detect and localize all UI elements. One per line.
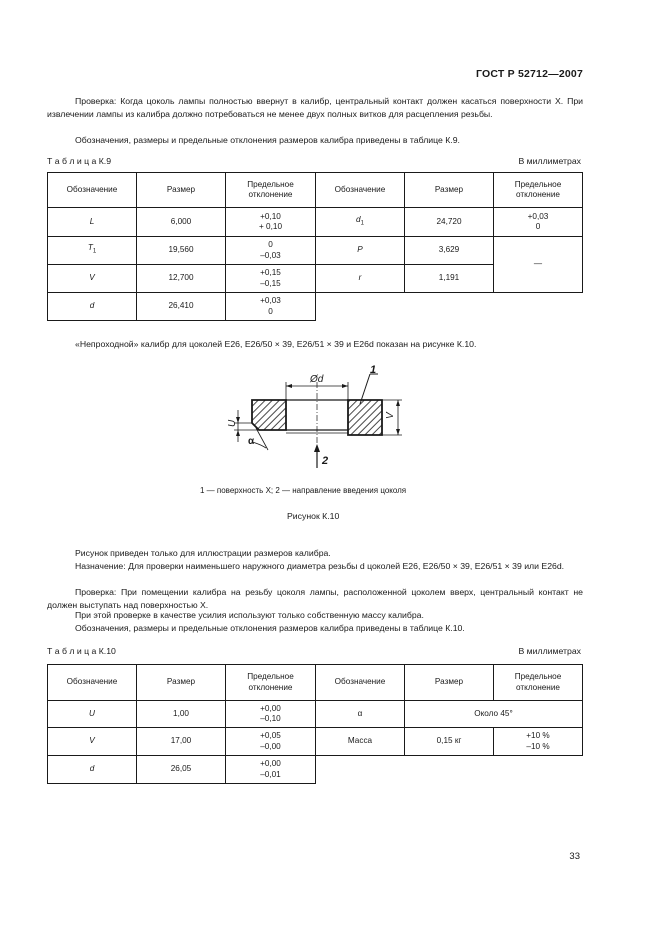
symbol-cell: r <box>316 265 405 293</box>
header-cell: Размер <box>137 173 226 208</box>
paragraph-check: Проверка: Когда цоколь лампы полностью ввернут в калибр, центральный контакт должен касаться поверхности X. При извлечении лампы из калибра должно потребоваться не менее двух полных витков для расцепления резьбы. <box>47 96 583 120</box>
header-cell: Предельное отклонение <box>226 665 316 701</box>
symbol-cell: V <box>48 265 137 293</box>
symbol-cell: L <box>48 208 137 237</box>
table-row <box>48 293 583 321</box>
label-U: U <box>227 419 238 427</box>
paragraph-table-ref2: Обозначения, размеры и предельные отклонения размеров калибра приведены в таблице К.10. <box>75 623 465 633</box>
header-cell: Размер <box>137 665 226 701</box>
size-cell: 0,15 кг <box>405 728 494 756</box>
deviation-cell: +0,05 –0,00 <box>226 728 316 756</box>
deviation-cell: +0,03 0 <box>494 208 583 237</box>
symbol-cell: P <box>316 237 405 265</box>
deviation-cell: +0,10 + 0,10 <box>226 208 316 237</box>
header-cell: Предельное отклонение <box>494 665 583 701</box>
table10-units: В миллиметрах <box>518 646 581 656</box>
size-cell: 24,720 <box>405 208 494 237</box>
size-cell: 1,00 <box>137 701 226 728</box>
header-cell: Предельное отклонение <box>494 173 583 208</box>
symbol-cell: Масса <box>316 728 405 756</box>
table-row <box>48 208 583 237</box>
table-row <box>48 237 583 265</box>
table-row <box>48 728 583 756</box>
deviation-cell: +0,15 –0,15 <box>226 265 316 293</box>
paragraph-force: При этой проверке в качестве усилия используют только собственную массу калибра. <box>75 610 424 620</box>
table-header-row <box>48 665 583 701</box>
document-header: ГОСТ Р 52712—2007 <box>475 68 583 80</box>
label-2: 2 <box>322 455 329 467</box>
merged-size-cell: Около 45° <box>405 701 583 728</box>
header-cell: Обозначение <box>48 173 137 208</box>
header-cell: Предельное отклонение <box>226 173 316 208</box>
empty-cell <box>316 293 583 321</box>
gauge-drawing <box>220 360 420 475</box>
paragraph-check2: Проверка: При помещении калибра на резьбу цоколя лампы, расположенной цоколем вверх, центральный контакт не должен выступать над поверхностью X. <box>47 587 583 611</box>
symbol-cell: α <box>316 701 405 728</box>
table-k10 <box>47 664 583 784</box>
header-cell: Размер <box>405 665 494 701</box>
header-cell: Обозначение <box>316 665 405 701</box>
table10-title: Т а б л и ц а К.10 <box>47 646 116 656</box>
table-header-row <box>48 173 583 208</box>
right-gauge-section <box>348 400 382 435</box>
page-number: 33 <box>569 851 580 862</box>
left-gauge-section <box>252 400 286 430</box>
label-1: 1 <box>370 364 377 376</box>
header-cell: Обозначение <box>316 173 405 208</box>
figure-title: Рисунок К.10 <box>287 511 340 521</box>
deviation-cell: +0,03 0 <box>226 293 316 321</box>
size-cell: 6,000 <box>137 208 226 237</box>
symbol-cell: U <box>48 701 137 728</box>
deviation-cell: +0,00 –0,01 <box>226 756 316 784</box>
size-cell: 26,410 <box>137 293 226 321</box>
size-cell: 12,700 <box>137 265 226 293</box>
table9-title: Т а б л и ц а К.9 <box>47 156 112 166</box>
label-alpha: α <box>248 436 255 447</box>
header-cell: Обозначение <box>48 665 137 701</box>
table-row <box>48 756 583 784</box>
symbol-cell: $T_1$ <box>48 237 137 265</box>
symbol-cell: d <box>48 293 137 321</box>
deviation-cell: 0 –0,03 <box>226 237 316 265</box>
table-row <box>48 701 583 728</box>
paragraph-purpose: Назначение: Для проверки наименьшего наружного диаметра резьбы d цоколей E26, E26/50 × 39, E26/51 × 39 или E26d. <box>75 561 565 571</box>
symbol-cell: V <box>48 728 137 756</box>
paragraph-illustration: Рисунок приведен только для иллюстрации размеров калибра. <box>75 548 331 558</box>
figure-legend: 1 — поверхность X; 2 — направление введения цоколя <box>200 486 407 495</box>
table9-units: В миллиметрах <box>518 156 581 166</box>
paragraph-table-ref: Обозначения, размеры и предельные отклонения размеров калибра приведены в таблице К.9. <box>75 135 460 145</box>
size-cell: 1,191 <box>405 265 494 293</box>
size-cell: 19,560 <box>137 237 226 265</box>
merged-deviation-cell: — <box>494 237 583 293</box>
label-d: Ød <box>310 374 324 385</box>
empty-cell <box>316 756 583 784</box>
symbol-cell: $d_1$ <box>316 208 405 237</box>
size-cell: 3,629 <box>405 237 494 265</box>
header-cell: Размер <box>405 173 494 208</box>
size-cell: 17,00 <box>137 728 226 756</box>
table-k9 <box>47 172 583 321</box>
symbol-cell: d <box>48 756 137 784</box>
deviation-cell: +0,00 –0,10 <box>226 701 316 728</box>
label-V: V <box>385 412 396 419</box>
size-cell: 26,05 <box>137 756 226 784</box>
figure-intro: «Непроходной» калибр для цоколей E26, E26/50 × 39, E26/51 × 39 и E26d показан на рисунке К.10. <box>75 339 477 349</box>
deviation-cell: +10 % –10 % <box>494 728 583 756</box>
